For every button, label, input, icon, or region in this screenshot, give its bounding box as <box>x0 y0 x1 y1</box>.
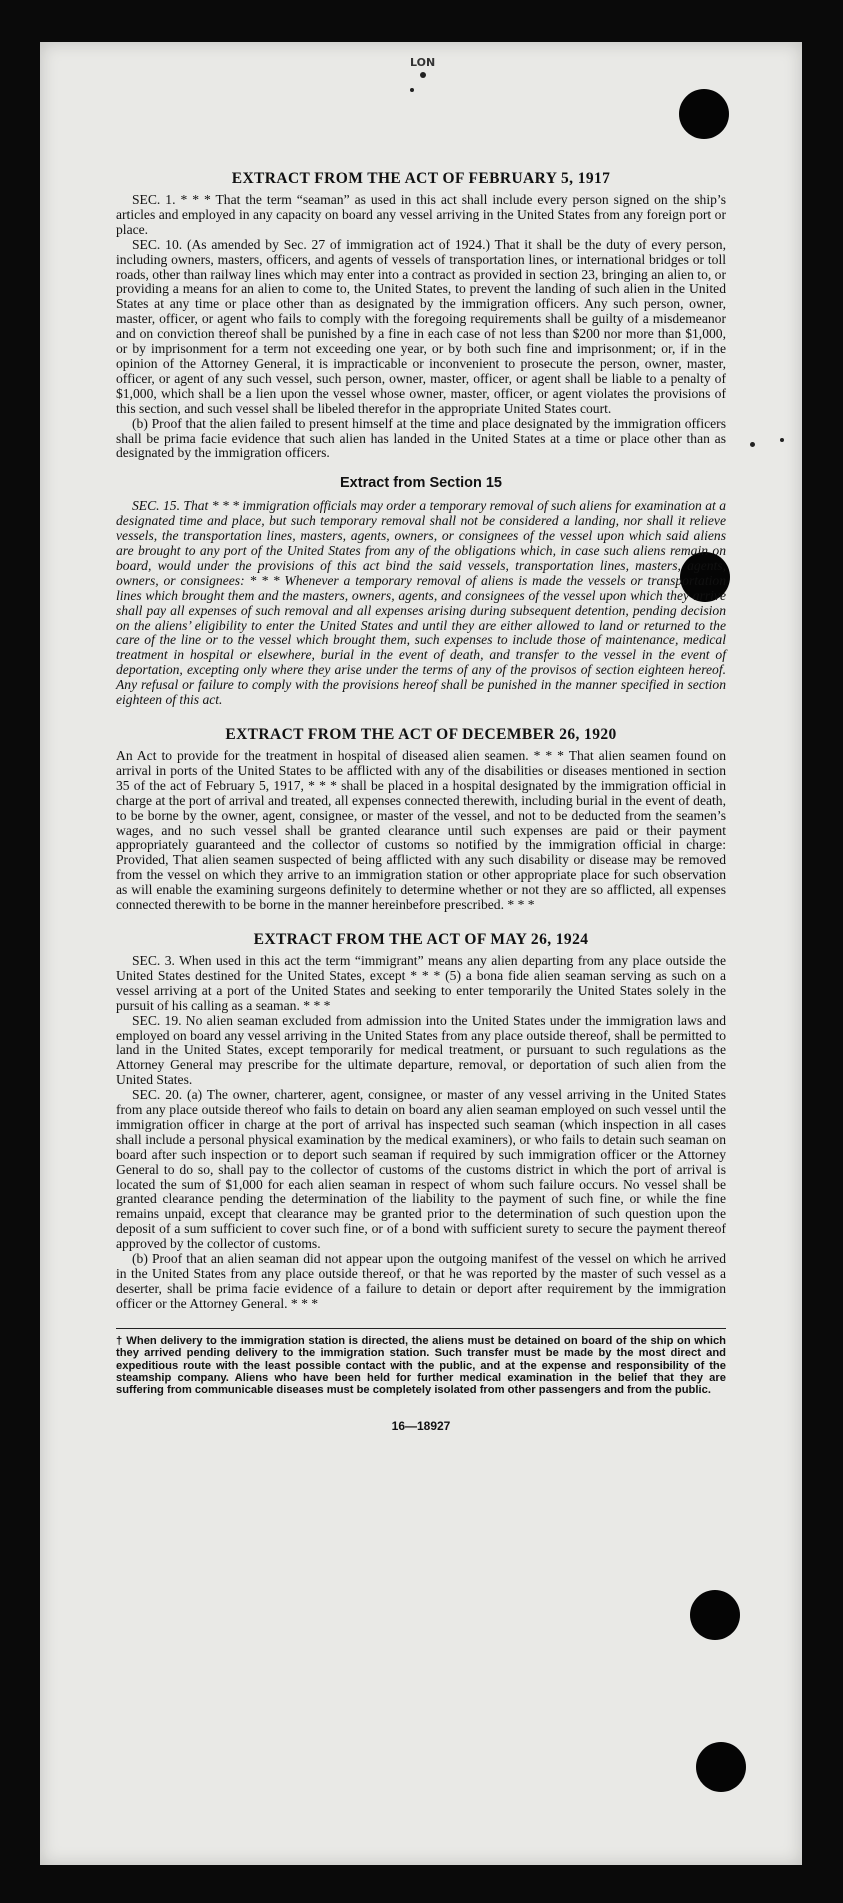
page-number: 16—18927 <box>391 1418 451 1433</box>
paragraph-sec-1: SEC. 1. * * * That the term “seaman” as used in this act shall include every person signed on the ship’s articles and employed in any capacity on board any vessel arriving in the United States from any foreign port or place. <box>116 192 726 237</box>
punch-hole <box>696 1742 746 1792</box>
speck <box>420 72 426 78</box>
punch-hole <box>679 89 729 139</box>
footnote-divider <box>116 1328 726 1329</box>
paragraph-sec-10b: (b) Proof that the alien failed to present himself at the time and place designated by the immigration officers shall be prima facie evidence that such alien has landed in the United States at a time or place other than as designated by the immigration officers. <box>116 415 726 461</box>
heading-act-1924: EXTRACT FROM THE ACT OF MAY 26, 1924 <box>253 930 589 948</box>
paragraph-sec-20a: SEC. 20. (a) The owner, charterer, agent, consignee, or master of any vessel arriving in the United States from any place outside thereof who fails to detain on board any alien seaman employed on such vessel until the immigration officer in charge at the port of arrival has inspected such seaman (which inspection in all cases shall include a personal physical examination by the medical examiners), or who fails to detain such seaman on board after such inspection or to deport such seaman if required by such immigration officer or the Attorney General to do so, shall pay to the collector of customs of the customs district in which the port of arrival is located the sum of $1,000 for each alien seaman in respect of whom such failure occurs. No vessel shall be granted clearance pending the determination of the liability to the payment of such fine, or while the fine remains unpaid, except that clearance may be granted prior to the determination of such question upon the deposit of a sum sufficient to cover such fine, or of a bond with sufficient surety to secure the payment thereof approved by the collector of customs. <box>116 1087 726 1252</box>
paragraph-sec-15: SEC. 15. That * * * immigration officials may order a temporary removal of such aliens for examination at a designated time and place, but such temporary removal shall not be considered a landing, nor shall it relieve vessels, the transportation lines, masters, agents, owners, or consignees of the vessel upon which said aliens are brought to any port of the United States from any of the obligations which, in case such aliens remain on board, would under the provisions of this act bind the said vessels, transportation lines, masters, agents, owners, or consignees: * * * Whenever a temporary removal of aliens is made the vessels or transportation lines which brought them and the masters, owners, agents, and consignees of the vessel upon which they arrive shall pay all expenses of such removal and all expenses arising during subsequent detention, pending decision on the aliens’ eligibility to enter the United States and until they are either allowed to land or returned to the care of the line or to the vessel which brought them, such expenses to include those of maintenance, medical treatment in hospital or elsewhere, burial in the event of death, and transfer to the vessel in the event of deportation, excepting only where they arise under the terms of any of the provisos of section eighteen hereof. Any refusal or failure to comply with the provisions hereof shall be punished in the manner specified in section eighteen of this act. <box>116 498 726 708</box>
document-page <box>40 42 802 1865</box>
stamp-mark: LON <box>410 56 436 69</box>
paragraph-act-1920: An Act to provide for the treatment in hospital of diseased alien seamen. * * * That alien seamen found on arrival in ports of the United States to be afflicted with any of the disabilities or diseases mentioned in section 35 of the act of February 5, 1917, * * * shall be placed in a hospital designated by the immigration official in charge at the port of arrival and treated, all expenses connected therewith, including burial in the event of death, to be borne by the owner, agent, consignee, or master of the vessel, and not to be deducted from the seamen’s wages, and no such vessel shall be granted clearance until such expenses are paid or their payment appropriately guaranteed and the collector of customs so notified by the immigration official in charge: Provided, That alien seamen suspected of being afflicted with any such disability or disease may be removed from the vessel on which they arrive to an immigration station or other appropriate place for such observation as will enable the examining surgeons definitely to determine whether or not they are so afflicted, all expenses connected therewith to be borne in the manner hereinbefore prescribed. * * * <box>116 748 726 913</box>
heading-section-15: Extract from Section 15 <box>340 475 502 492</box>
document-body <box>116 170 726 1433</box>
speck <box>410 88 414 92</box>
paragraph-sec-19: SEC. 19. No alien seaman excluded from admission into the United States under the immigration laws and employed on board any vessel arriving in the United States from any place outside thereof, shall be permitted to land in the United States, except temporarily for medical treatment, or pursuant to such regulations as the Attorney General may prescribe for the ultimate departure, removal, or deportation of such alien from the United States. <box>116 1012 726 1088</box>
speck <box>750 442 755 447</box>
paragraph-sec-3: SEC. 3. When used in this act the term “immigrant” means any alien departing from any place outside the United States destined for the United States, except * * * (5) a bona fide alien seaman serving as such on a vessel arriving at a port of the United States and seeking to enter temporarily the United States solely in the pursuit of his calling as a seaman. * * * <box>116 952 726 1013</box>
punch-hole <box>690 1590 740 1640</box>
speck <box>780 438 784 442</box>
footnote: † When delivery to the immigration station is directed, the aliens must be detained on board of the ship on which they arrived pending delivery to the immigration station. Such transfer must be made by the most direct and expeditious route with the least possible contact with the public, and at the expense and responsibility of the steamship company. Aliens who have been held for further medical examination in the belief that they are suffering from communicable diseases must be completely isolated from other passengers and from the public. <box>116 1334 726 1397</box>
paragraph-sec-20b: (b) Proof that an alien seaman did not appear upon the outgoing manifest of the vessel on which he arrived in the United States from any place outside thereof, or that he was reported by the master of such vessel as a deserter, shall be prima facie evidence of a failure to detain or deport after requirement by the immigration officer or the Attorney General. * * * <box>116 1251 726 1311</box>
heading-act-1917: EXTRACT FROM THE ACT OF FEBRUARY 5, 1917 <box>231 170 611 187</box>
paragraph-sec-10: SEC. 10. (As amended by Sec. 27 of immigration act of 1924.) That it shall be the duty of every person, including owners, masters, officers, and agents of vessels of transportation lines, or international bridges or toll roads, other than railway lines which may enter into a contract as provided in section 23, bringing an alien to, or providing a means for an alien to come to, the United States, to prevent the landing of such alien in the United States at any time or place other than as designated by the immigration officers. Any such person, owner, master, officer, or agent who fails to comply with the foregoing requirements shall be guilty of a misdemeanor and on conviction thereof shall be punished by a fine in each case of not less than $200 nor more than $1,000, or by imprisonment for a term not exceeding one year, or by both such fine and imprisonment; or, if in the opinion of the Attorney General, it is impracticable or inconvenient to prosecute the person, owner, master, officer, or agent of any such vessel, such person, owner, master, officer, or agent shall be liable to a penalty of $1,000, which shall be a lien upon the vessel whose owner, master, officer, or agent violates the provisions of this section, and such vessel shall be libeled therefor in the appropriate United States court. <box>116 236 726 416</box>
heading-act-1920: EXTRACT FROM THE ACT OF DECEMBER 26, 1920 <box>225 726 617 743</box>
